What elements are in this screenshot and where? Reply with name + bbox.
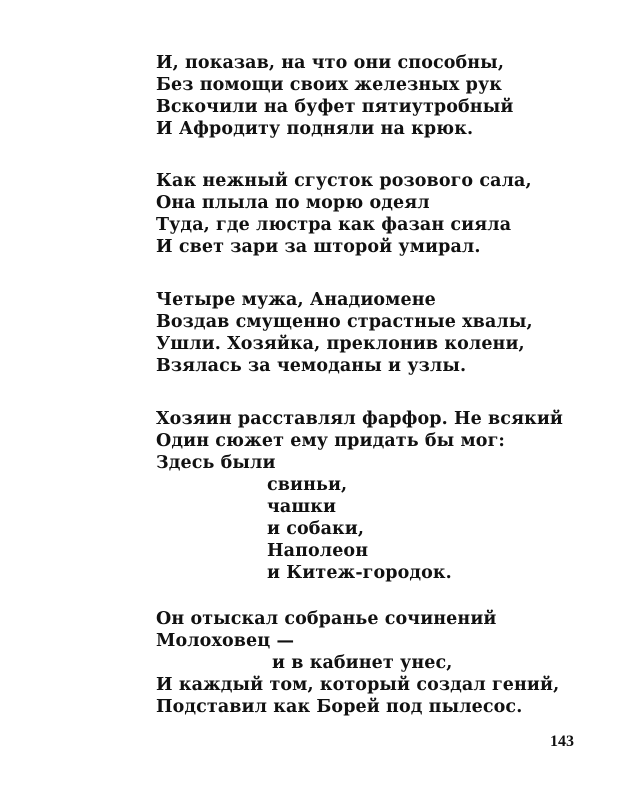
poem-line: Четыре мужа, Анадиомене	[156, 290, 436, 310]
poem-line: Ушли. Хозяйка, преклонив колени,	[156, 334, 525, 354]
poem-line: Воздав смущенно страстные хвалы,	[156, 312, 533, 332]
poem-line-indented: и Китеж-городок.	[267, 563, 452, 583]
poem-line: Без помощи своих железных рук	[156, 75, 503, 95]
poem-line: И, показав, на что они способны,	[156, 53, 505, 73]
poem-line: Подставил как Борей под пылесос.	[156, 697, 523, 717]
poem-line-indented: и в кабинет унес,	[272, 653, 453, 673]
poem-line: Как нежный сгусток розового сала,	[156, 171, 532, 191]
stanza-2	[156, 170, 532, 258]
poem-line: Она плыла по морю одеял	[156, 193, 430, 213]
stanza-5	[156, 608, 559, 718]
poem-line-indented: и собаки,	[267, 519, 365, 539]
poem-line: Туда, где люстра как фазан сияла	[156, 215, 512, 235]
poem-line: Он отыскал собранье сочинений	[156, 609, 497, 629]
poem-line: И Афродиту подняли на крюк.	[156, 119, 474, 139]
poem-line: Молоховец —	[156, 631, 295, 651]
poem-line: Здесь были	[156, 453, 276, 473]
poem-line: Хозяин расставлял фарфор. Не всякий	[156, 409, 563, 429]
poem-line-indented: Наполеон	[267, 541, 369, 561]
stanza-3	[156, 289, 533, 377]
page-number: 143	[550, 733, 574, 750]
poem-line: Взялась за чемоданы и узлы.	[156, 356, 467, 376]
poem-line: И каждый том, который создал гений,	[156, 675, 560, 695]
poem-line: И свет зари за шторой умирал.	[156, 237, 481, 257]
stanza-4	[156, 408, 563, 584]
poem-line: Один сюжет ему придать бы мог:	[156, 431, 505, 451]
poem-line-indented: свиньи,	[267, 475, 348, 495]
poem-line: Вскочили на буфет пятиутробный	[156, 97, 514, 117]
stanza-1	[156, 52, 513, 140]
poem-line-indented: чашки	[267, 497, 337, 517]
